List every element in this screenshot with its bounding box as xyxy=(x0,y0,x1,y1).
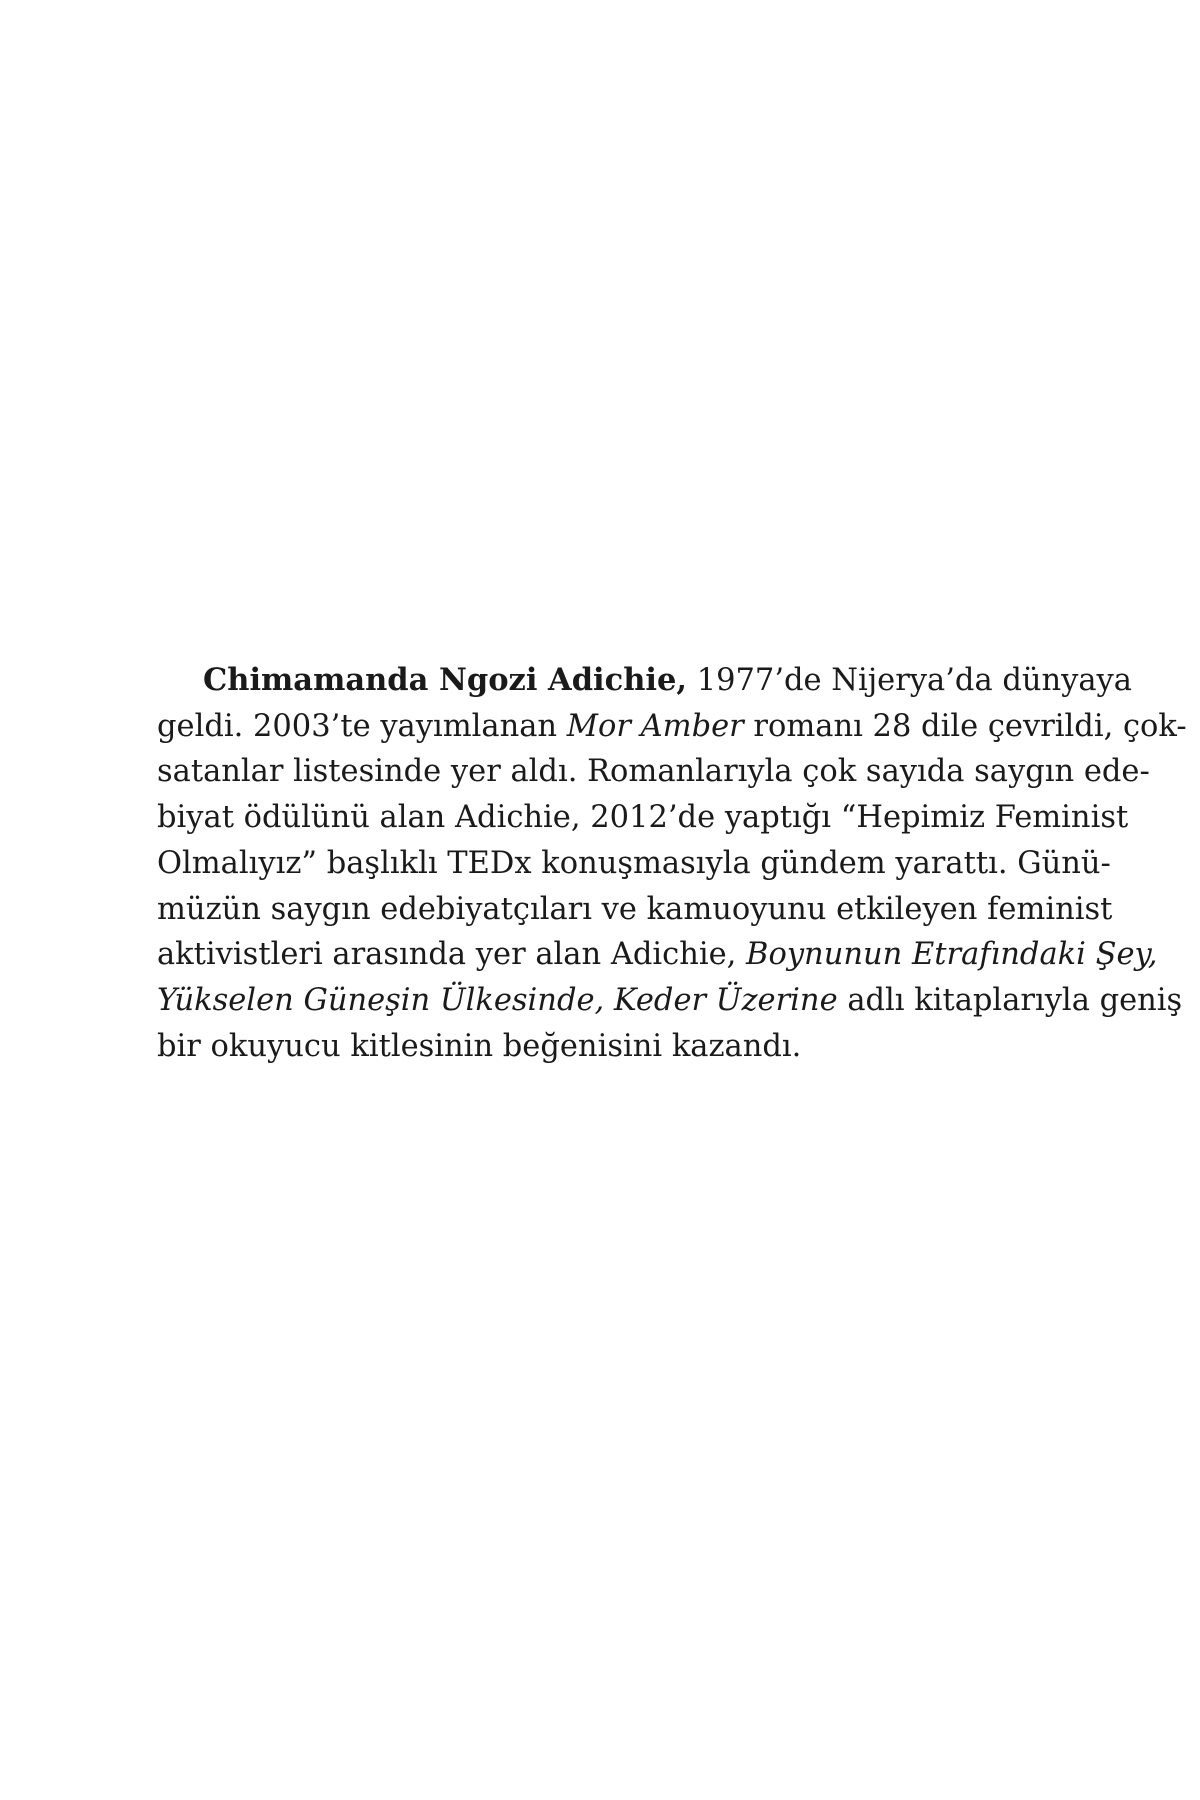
text-run: satanlar listesinde yer aldı. Romanlarıyla çok sayıda saygın ede- xyxy=(157,754,1150,790)
text-line xyxy=(157,978,1183,1024)
book-title: Boynunun Etrafındaki Şey, xyxy=(746,937,1158,973)
text-run: Olmalıyız” başlıklı TEDx konuşmasıyla gündem yarattı. Günü- xyxy=(157,845,1111,881)
text-run: müzün saygın edebiyatçıları ve kamuoyunu etkileyen feminist xyxy=(157,891,1113,927)
text-run: bir okuyucu kitlesinin beğenisini kazandı. xyxy=(157,1028,802,1064)
author-biography-paragraph xyxy=(157,658,1187,1069)
text-line xyxy=(157,749,1150,795)
text-line xyxy=(157,1024,1050,1070)
text-line xyxy=(157,887,1113,933)
text-line xyxy=(157,932,1158,978)
text-line xyxy=(157,658,1132,704)
text-line xyxy=(157,795,1129,841)
text-run: aktivistleri arasında yer alan Adichie, xyxy=(157,937,747,973)
text-run: biyat ödülünü alan Adichie, 2012’de yaptığı “Hepimiz Feminist xyxy=(157,800,1129,836)
text-run: romanı 28 dile çevrildi, çok- xyxy=(743,708,1187,744)
book-title: Yükselen Güneşin Ülkesinde, Keder Üzerine xyxy=(157,982,838,1018)
text-run: 1977’de Nijerya’da dünyaya xyxy=(687,663,1132,698)
book-title: Mor Amber xyxy=(566,708,744,744)
text-line xyxy=(157,704,1187,750)
text-run: adlı kitaplarıyla geniş xyxy=(837,982,1183,1018)
text-line xyxy=(157,841,1111,887)
author-name: Chimamanda Ngozi Adichie, xyxy=(203,662,687,698)
text-run: geldi. 2003’te yayımlanan xyxy=(157,708,567,744)
